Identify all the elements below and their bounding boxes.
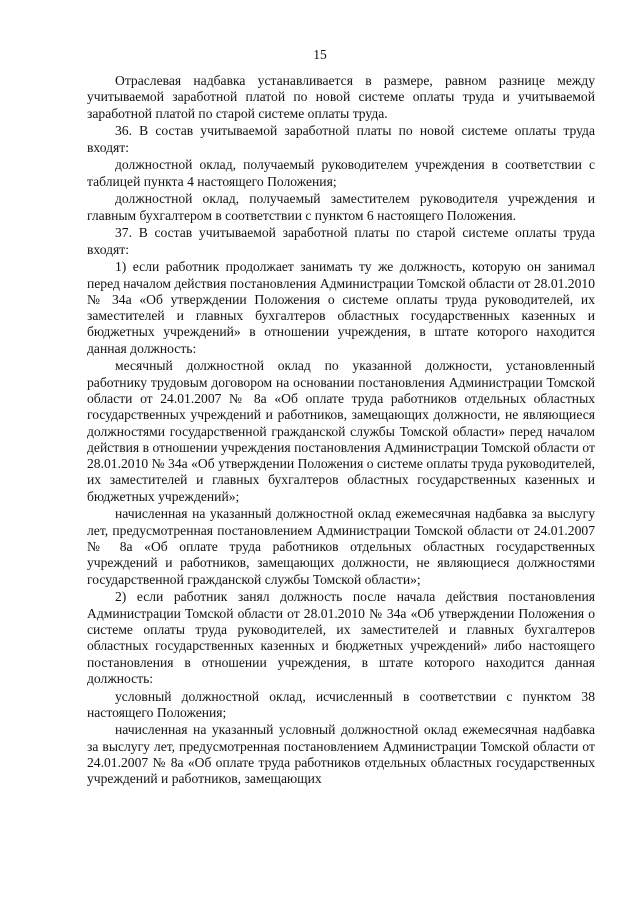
paragraph-conditional-allowance: начисленная на указанный условный должностной оклад ежемесячная надбавка за выслугу лет, предусмотренная постановлением Администрации Томской области от 24.01.2007 № 8а «Об оплате труда работников отдельных областных государственных учреждений и работников, замещающих [87, 722, 595, 787]
document-body [87, 73, 595, 789]
paragraph-head-salary: должностной оклад, получаемый руководителем учреждения в соответствии с таблицей пункта 4 настоящего Положения; [87, 157, 595, 189]
page-number: 15 [313, 47, 327, 62]
paragraph-conditional-salary: условный должностной оклад, исчисленный в соответствии с пунктом 38 настоящего Положения; [87, 688, 595, 720]
paragraph-monthly-salary: месячный должностной оклад по указанной должности, установленный работнику трудовым договором на основании постановления Администрации Томской области от 24.01.2007 № 8а «Об оплате труда работников отдельных областных государственных учреждений и работников, замещающих должности, не являющиеся должностями государственной гражданской службы Томской области» перед началом действия в отношении учреждения постановления Администрации Томской области от 28.01.2010 № 34а «Об утверждении Положения о системе оплаты труда руководителей, их заместителей и главных бухгалтеров областных государственных казенных и бюджетных учреждений»; [87, 358, 595, 504]
paragraph-seniority-allowance: начисленная на указанный должностной оклад ежемесячная надбавка за выслугу лет, предусмотренная постановлением Администрации Томской области от 24.01.2007 № 8а «Об оплате труда работников отдельных областных государственных учреждений и работников, замещающих должности, не являющиеся должностями государственной гражданской службы Томской области»; [87, 506, 595, 587]
paragraph-item-36: 36. В состав учитываемой заработной платы по новой системе оплаты труда входят: [87, 123, 595, 155]
paragraph-industry-allowance: Отраслевая надбавка устанавливается в размере, равном разнице между учитываемой заработной платой по новой системе оплаты труда и учитываемой заработной платой по старой системе оплаты труда. [87, 73, 595, 121]
paragraph-item-37: 37. В состав учитываемой заработной платы по старой системе оплаты труда входят: [87, 225, 595, 257]
paragraph-deputy-salary: должностной оклад, получаемый заместителем руководителя учреждения и главным бухгалтером в соответствии с пунктом 6 настоящего Положения. [87, 191, 595, 223]
paragraph-subitem-2: 2) если работник занял должность после начала действия постановления Администрации Томской области от 28.01.2010 № 34а «Об утверждении Положения о системе оплаты труда руководителей, их заместителей и главных бухгалтеров областных государственных казенных и бюджетных учреждений» либо настоящего постановления в отношении учреждения, в штате которого находится данная должность: [87, 589, 595, 686]
paragraph-subitem-1: 1) если работник продолжает занимать ту же должность, которую он занимал перед началом действия постановления Администрации Томской области от 28.01.2010 № 34а «Об утверждении Положения о системе оплаты труда руководителей, их заместителей и главных бухгалтеров областных государственных казенных и бюджетных учреждений» в отношении учреждения, в штате которого находится данная должность: [87, 259, 595, 356]
